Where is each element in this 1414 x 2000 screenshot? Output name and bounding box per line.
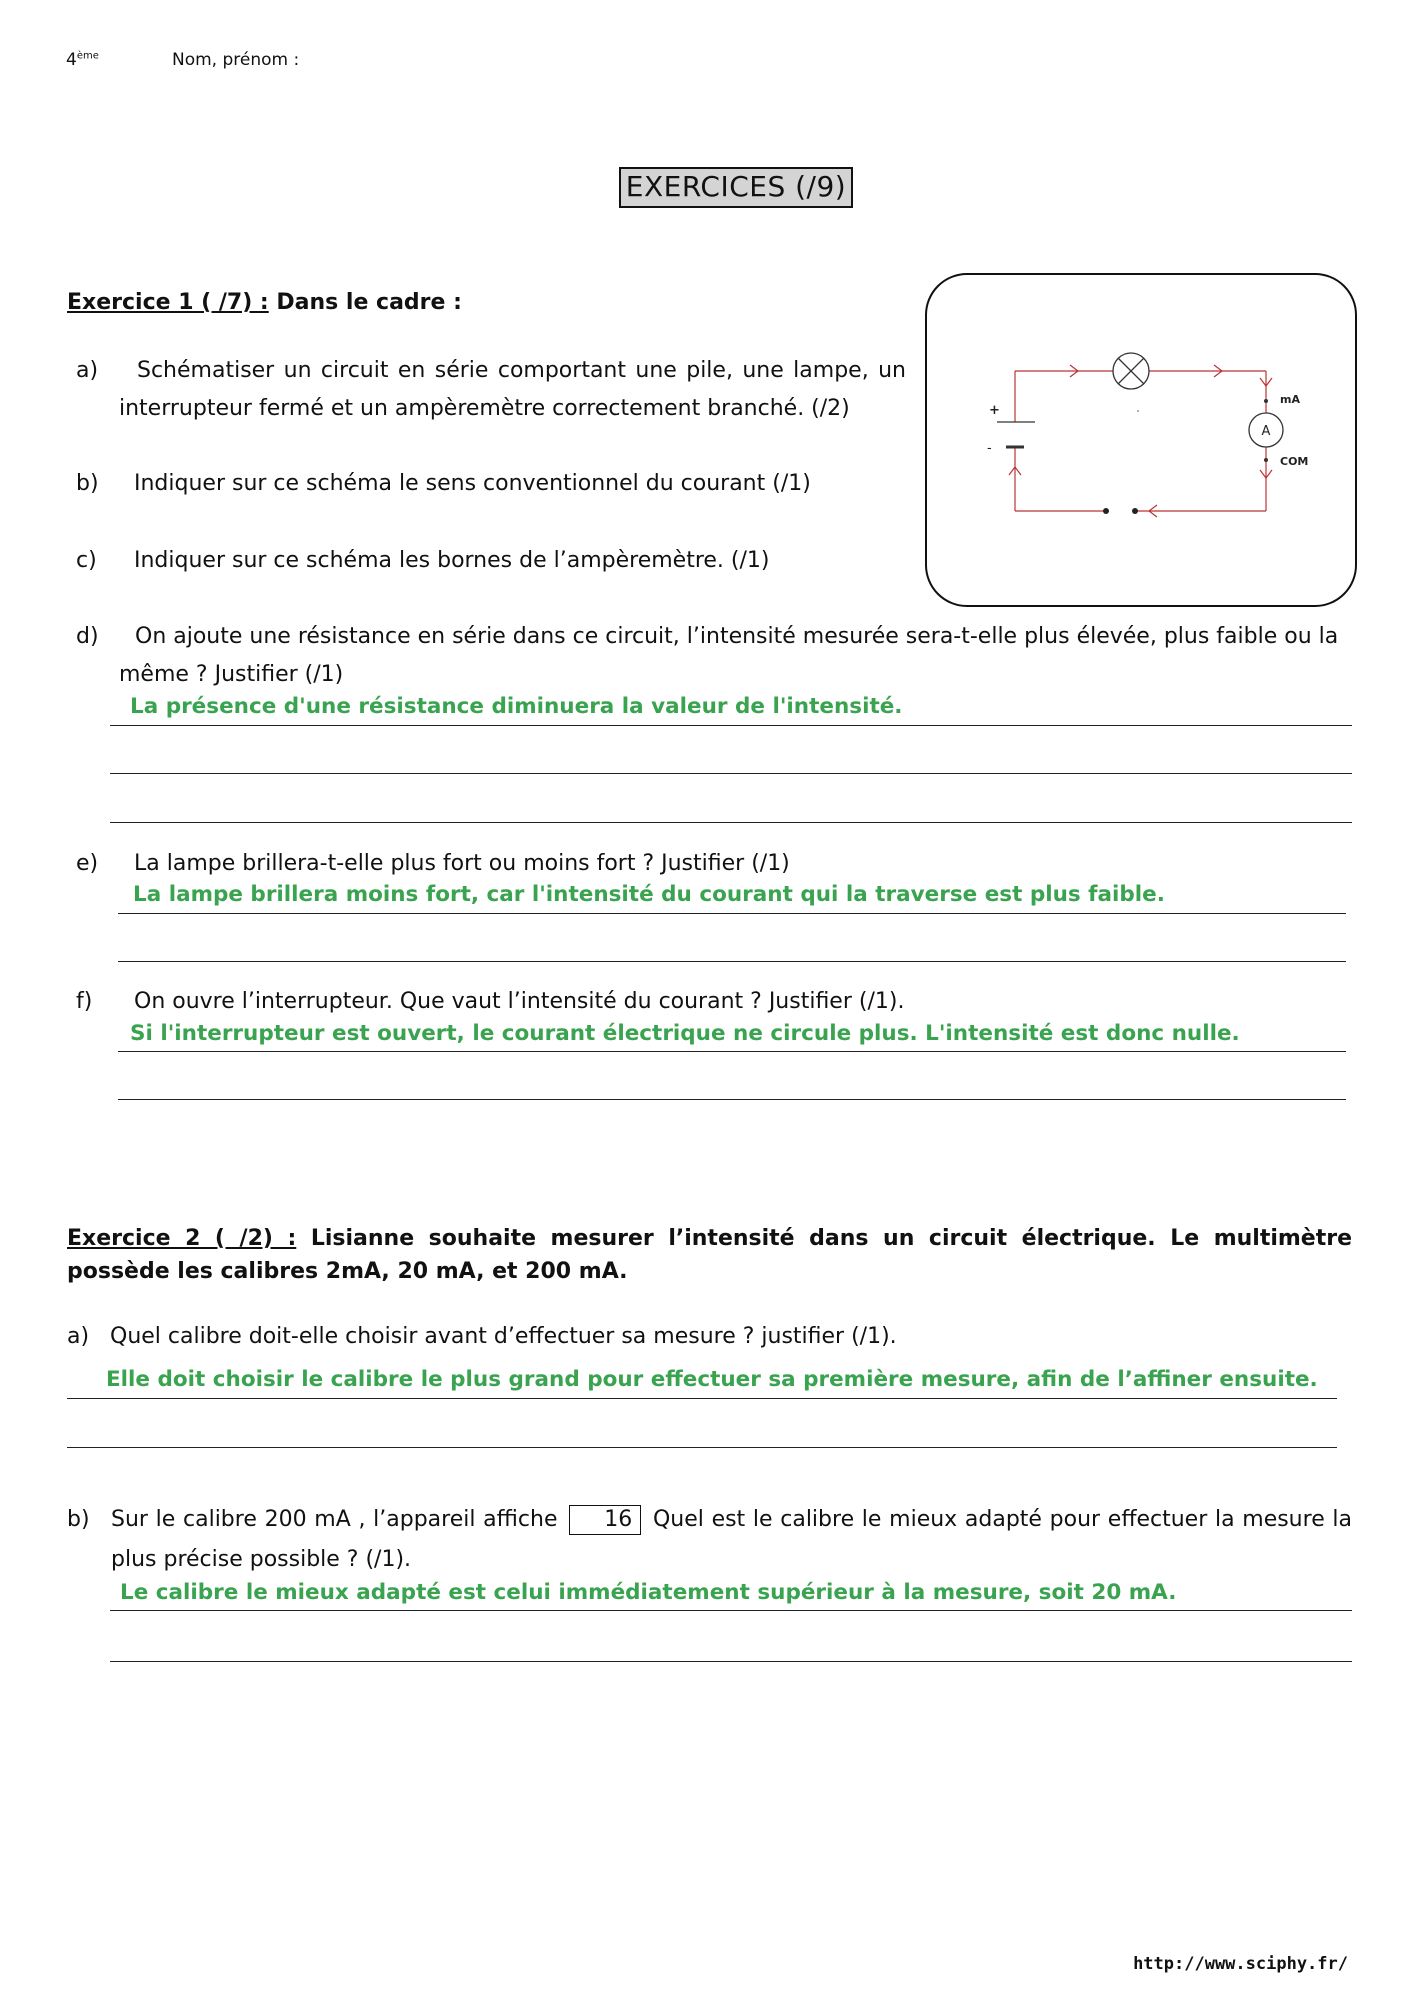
ma-terminal-label: mA — [1280, 393, 1300, 406]
answer-line — [110, 725, 1352, 726]
circuit-diagram — [927, 275, 1355, 605]
answer-1d: La présence d'une résistance diminuera la valeur de l'intensité. — [130, 694, 903, 719]
answer-line — [110, 822, 1352, 823]
question-1d: d) On ajoute une résistance en série dans ce circuit, l’intensité mesurée sera-t-elle plus élevée, plus faible ou la même ? Justifier (/1) — [76, 624, 1339, 687]
answer-line — [110, 1610, 1352, 1611]
question-2a: a) Quel calibre doit-elle choisir avant d’effectuer sa mesure ? justifier (/1). — [67, 1324, 897, 1349]
com-terminal-label: COM — [1280, 455, 1309, 468]
exercise-2-title: Exercice 2 ( /2) : Lisianne souhaite mesurer l’intensité dans un circuit électrique. Le multimètre possède les calibres 2mA, 20 mA, et 200 mA. — [67, 1226, 1353, 1284]
question-2b: b) Sur le calibre 200 mA , l’appareil affiche 16 Quel est le calibre le mieux adapté pour effectuer la mesure la plus précise possible ? (/1). — [67, 1507, 1353, 1572]
question-1e: e) La lampe brillera-t-elle plus fort ou moins fort ? Justifier (/1) — [76, 851, 790, 876]
battery-plus-label: + — [989, 403, 1000, 418]
exercise-1-title: Exercice 1 ( /7) : Dans le cadre : — [67, 290, 462, 315]
battery-minus-label: - — [987, 441, 992, 456]
answer-2a: Elle doit choisir le calibre le plus grand pour effectuer sa première mesure, afin de l’affiner ensuite. — [106, 1367, 1318, 1392]
answer-line — [118, 1051, 1346, 1052]
question-1c: c) Indiquer sur ce schéma les bornes de l’ampèremètre. (/1) — [76, 548, 770, 573]
answer-1e: La lampe brillera moins fort, car l'intensité du courant qui la traverse est plus faible. — [133, 882, 1165, 907]
answer-line — [67, 1447, 1337, 1448]
answer-line — [118, 961, 1346, 962]
ammeter-label: A — [1261, 424, 1271, 439]
page-title: EXERCICES (/9) — [619, 167, 853, 208]
circuit-frame — [925, 273, 1357, 607]
display-value-box: 16 — [569, 1505, 641, 1535]
question-1b: b) Indiquer sur ce schéma le sens conventionnel du courant (/1) — [76, 471, 811, 496]
answer-line — [67, 1398, 1337, 1399]
footer-url: http://www.sciphy.fr/ — [1133, 1954, 1348, 1974]
answer-line — [118, 1099, 1346, 1100]
answer-line — [118, 913, 1346, 914]
grade-label: 4ème — [66, 50, 99, 70]
question-1a: a) Schématiser un circuit en série comportant une pile, une lampe, un interrupteur fermé et un ampèremètre correctement branché. (/2) — [76, 358, 906, 421]
question-1f: f) On ouvre l’interrupteur. Que vaut l’intensité du courant ? Justifier (/1). — [76, 989, 905, 1014]
name-label: Nom, prénom : — [172, 50, 300, 70]
answer-line — [110, 1661, 1352, 1662]
answer-line — [110, 773, 1352, 774]
answer-2b: Le calibre le mieux adapté est celui immédiatement supérieur à la mesure, soit 20 mA. — [120, 1580, 1177, 1605]
answer-1f: Si l'interrupteur est ouvert, le courant électrique ne circule plus. L'intensité est donc nulle. — [130, 1021, 1240, 1046]
